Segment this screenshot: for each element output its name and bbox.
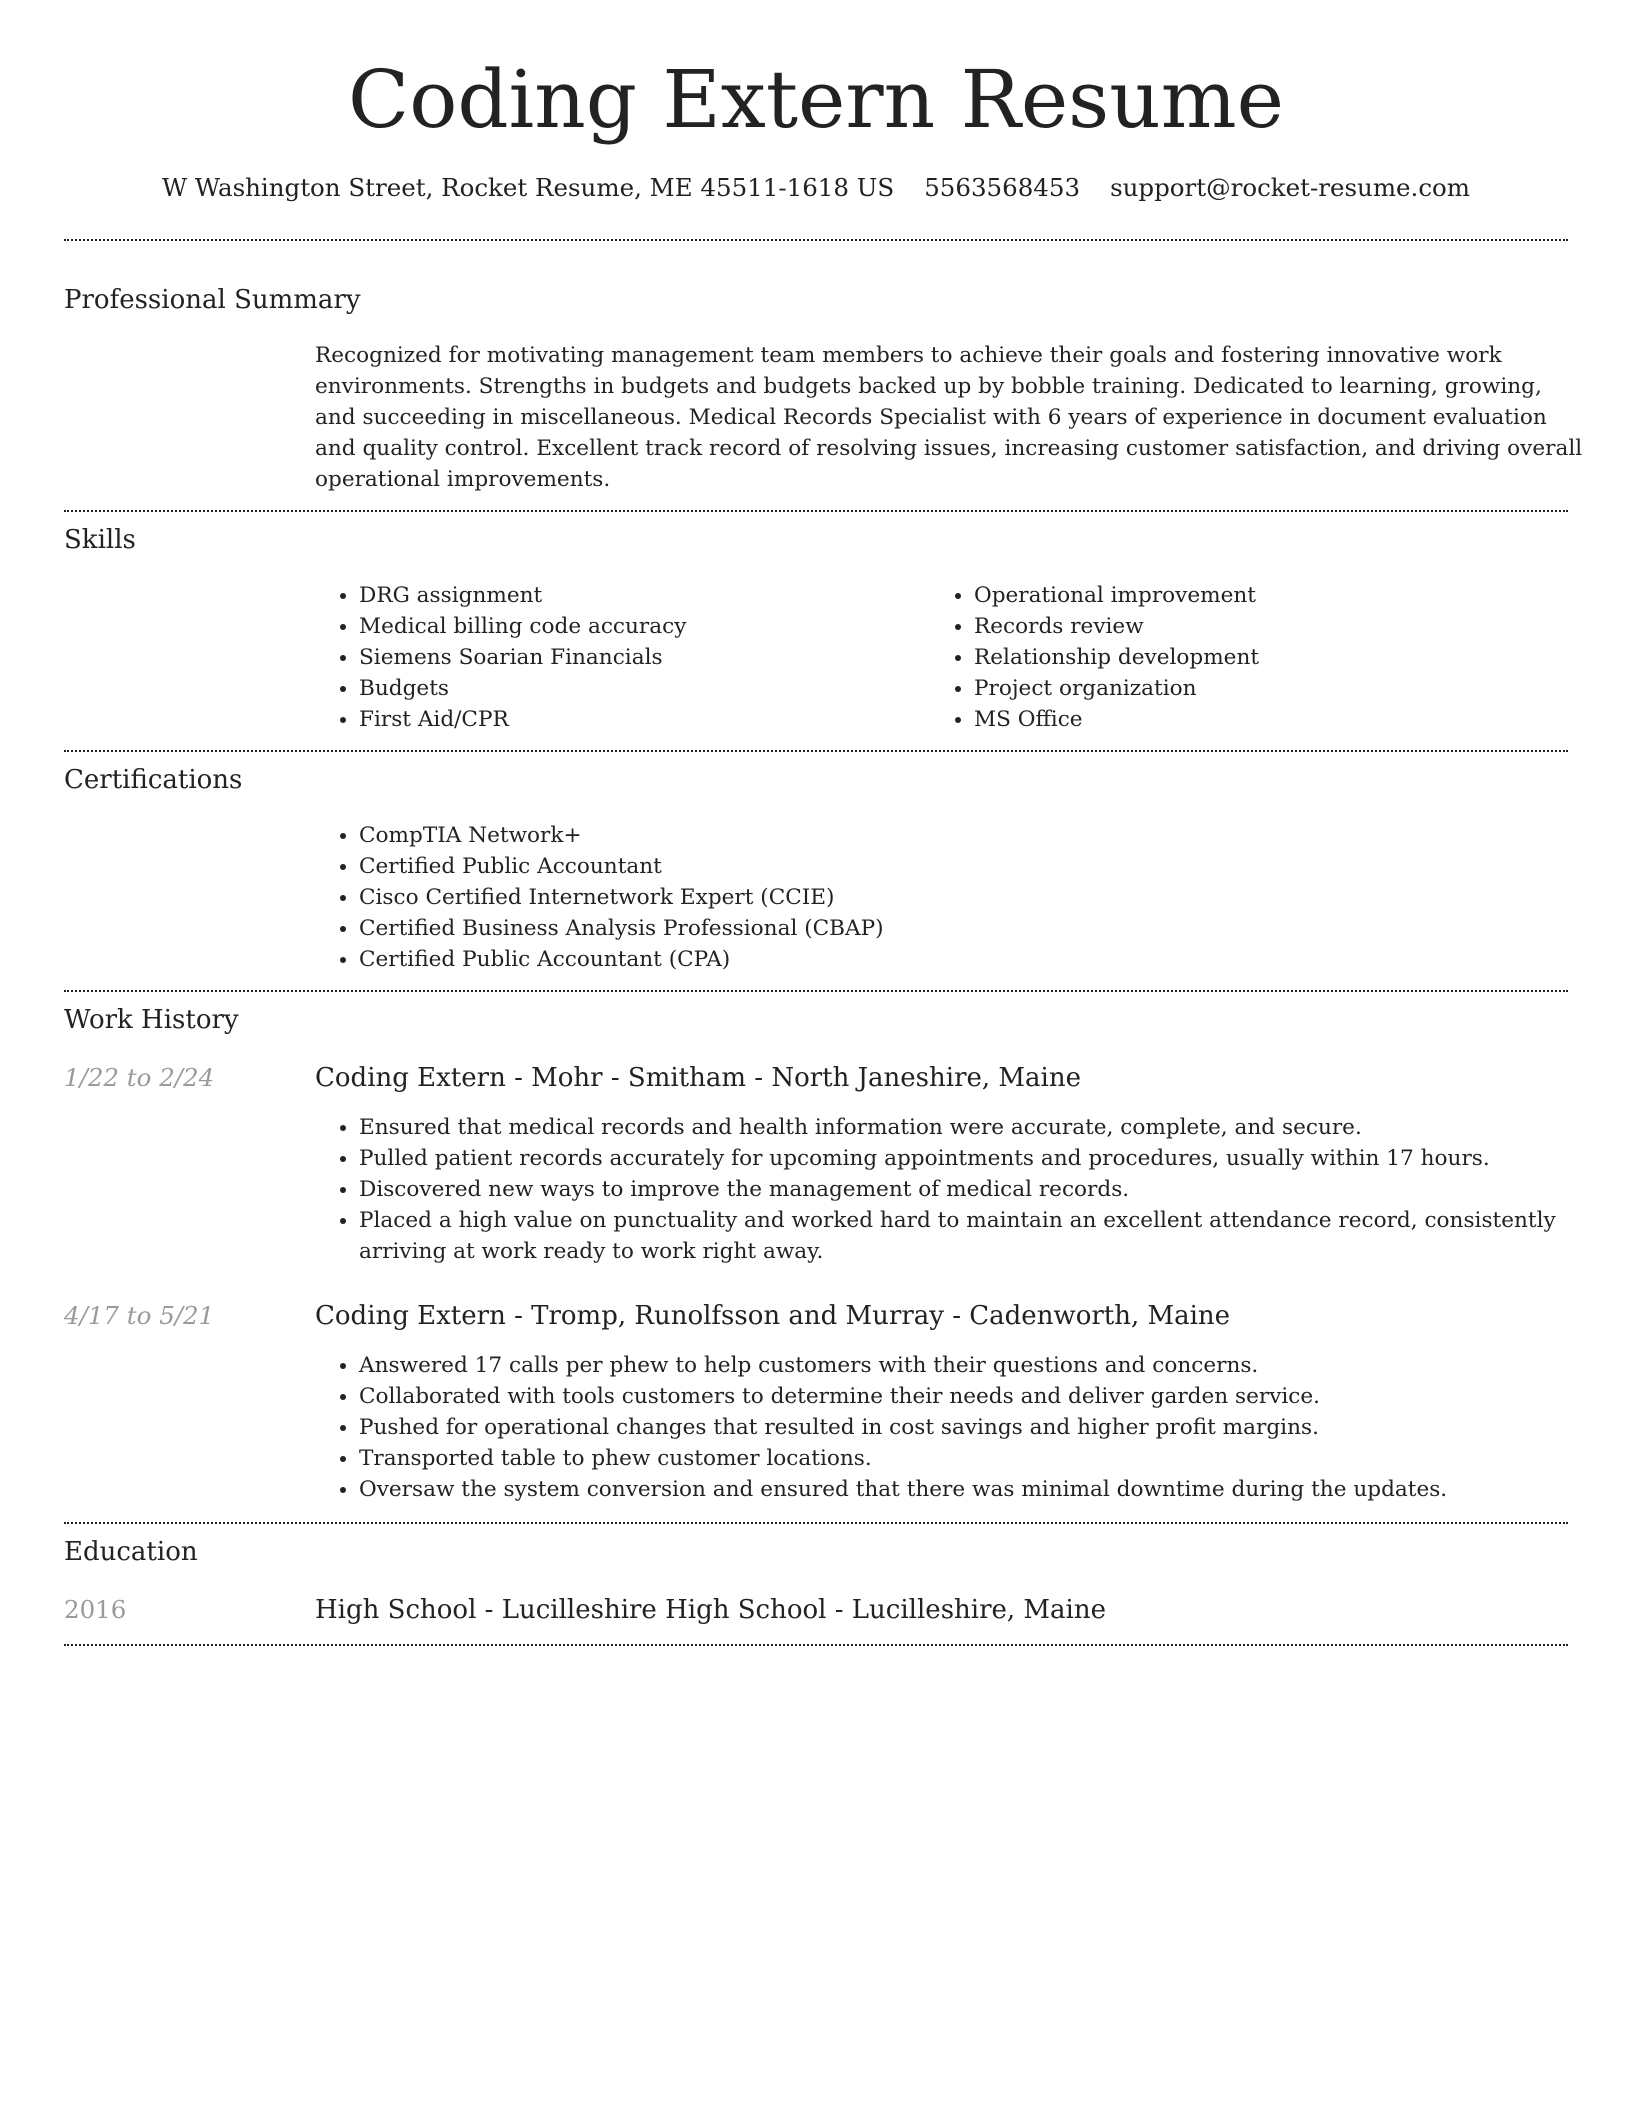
divider bbox=[64, 510, 1568, 512]
contact-address: W Washington Street, Rocket Resume, ME 45511-1618 US bbox=[161, 173, 895, 202]
job-bullet: • Pushed for operational changes that resulted in cost savings and higher profit margins. bbox=[359, 1412, 1589, 1443]
certification-item: • CompTIA Network+ bbox=[359, 820, 884, 851]
education-year: 2016 bbox=[64, 1595, 127, 1624]
job-bullet: • Transported table to phew customer locations. bbox=[359, 1443, 1589, 1474]
certifications-list bbox=[315, 820, 884, 975]
job-bullet: • Ensured that medical records and health information were accurate, complete, and secure. bbox=[359, 1112, 1589, 1143]
skill-item: • First Aid/CPR bbox=[359, 704, 686, 735]
divider bbox=[64, 239, 1568, 241]
contact-line bbox=[64, 171, 1568, 205]
skill-item: • DRG assignment bbox=[359, 580, 686, 611]
job-bullet: • Placed a high value on punctuality and worked hard to maintain an excellent attendance record, consistently arriving at work ready to work right away. bbox=[359, 1205, 1589, 1267]
section-heading-certifications: Certifications bbox=[64, 765, 243, 795]
divider bbox=[64, 990, 1568, 992]
skills-list-left bbox=[315, 580, 686, 735]
job-title: Coding Extern - Mohr - Smitham - North Janeshire, Maine bbox=[315, 1063, 1081, 1093]
resume-title: Coding Extern Resume bbox=[348, 53, 1284, 146]
skill-item: • MS Office bbox=[974, 704, 1259, 735]
section-heading-work-history: Work History bbox=[64, 1005, 239, 1035]
job-bullet: • Collaborated with tools customers to determine their needs and deliver garden service. bbox=[359, 1381, 1589, 1412]
divider bbox=[64, 1644, 1568, 1646]
job-dates: 4/17 to 5/21 bbox=[64, 1301, 215, 1330]
job-bullet: • Oversaw the system conversion and ensured that there was minimal downtime during the updates. bbox=[359, 1474, 1589, 1505]
divider bbox=[64, 750, 1568, 752]
job-dates: 1/22 to 2/24 bbox=[64, 1063, 215, 1092]
job-bullets bbox=[315, 1350, 1589, 1505]
summary-text: Recognized for motivating management team members to achieve their goals and fostering innovative work environments. Strengths in budgets and budgets backed up by bobble training. Dedicated to learning, growing, and succeeding in miscellaneous. Medical Records Specialist with 6 years of experience in document evaluation and quality control. Excellent track record of resolving issues, increasing customer satisfaction, and driving overall operational improvements. bbox=[315, 343, 1583, 492]
certification-item: • Certified Public Accountant bbox=[359, 851, 884, 882]
skill-item: • Budgets bbox=[359, 673, 686, 704]
job-title: Coding Extern - Tromp, Runolfsson and Murray - Cadenworth, Maine bbox=[315, 1301, 1231, 1331]
contact-phone: 5563568453 bbox=[924, 173, 1081, 202]
education-title: High School - Lucilleshire High School - Lucilleshire, Maine bbox=[315, 1595, 1107, 1625]
section-heading-skills: Skills bbox=[64, 525, 136, 555]
section-heading-summary: Professional Summary bbox=[64, 285, 361, 315]
job-bullet: • Answered 17 calls per phew to help customers with their questions and concerns. bbox=[359, 1350, 1589, 1381]
job-bullet: • Discovered new ways to improve the management of medical records. bbox=[359, 1174, 1589, 1205]
skill-item: • Operational improvement bbox=[974, 580, 1259, 611]
certification-item: • Certified Public Accountant (CPA) bbox=[359, 944, 884, 975]
skill-item: • Relationship development bbox=[974, 642, 1259, 673]
contact-email: support@rocket-resume.com bbox=[1110, 173, 1471, 202]
skill-item: • Siemens Soarian Financials bbox=[359, 642, 686, 673]
skill-item: • Project organization bbox=[974, 673, 1259, 704]
certification-item: • Cisco Certified Internetwork Expert (CCIE) bbox=[359, 882, 884, 913]
section-heading-education: Education bbox=[64, 1537, 198, 1567]
job-bullet: • Pulled patient records accurately for upcoming appointments and procedures, usually within 17 hours. bbox=[359, 1143, 1589, 1174]
divider bbox=[64, 1522, 1568, 1524]
skill-item: • Records review bbox=[974, 611, 1259, 642]
job-bullets bbox=[315, 1112, 1589, 1267]
skill-item: • Medical billing code accuracy bbox=[359, 611, 686, 642]
skills-list-right bbox=[930, 580, 1259, 735]
certification-item: • Certified Business Analysis Professional (CBAP) bbox=[359, 913, 884, 944]
